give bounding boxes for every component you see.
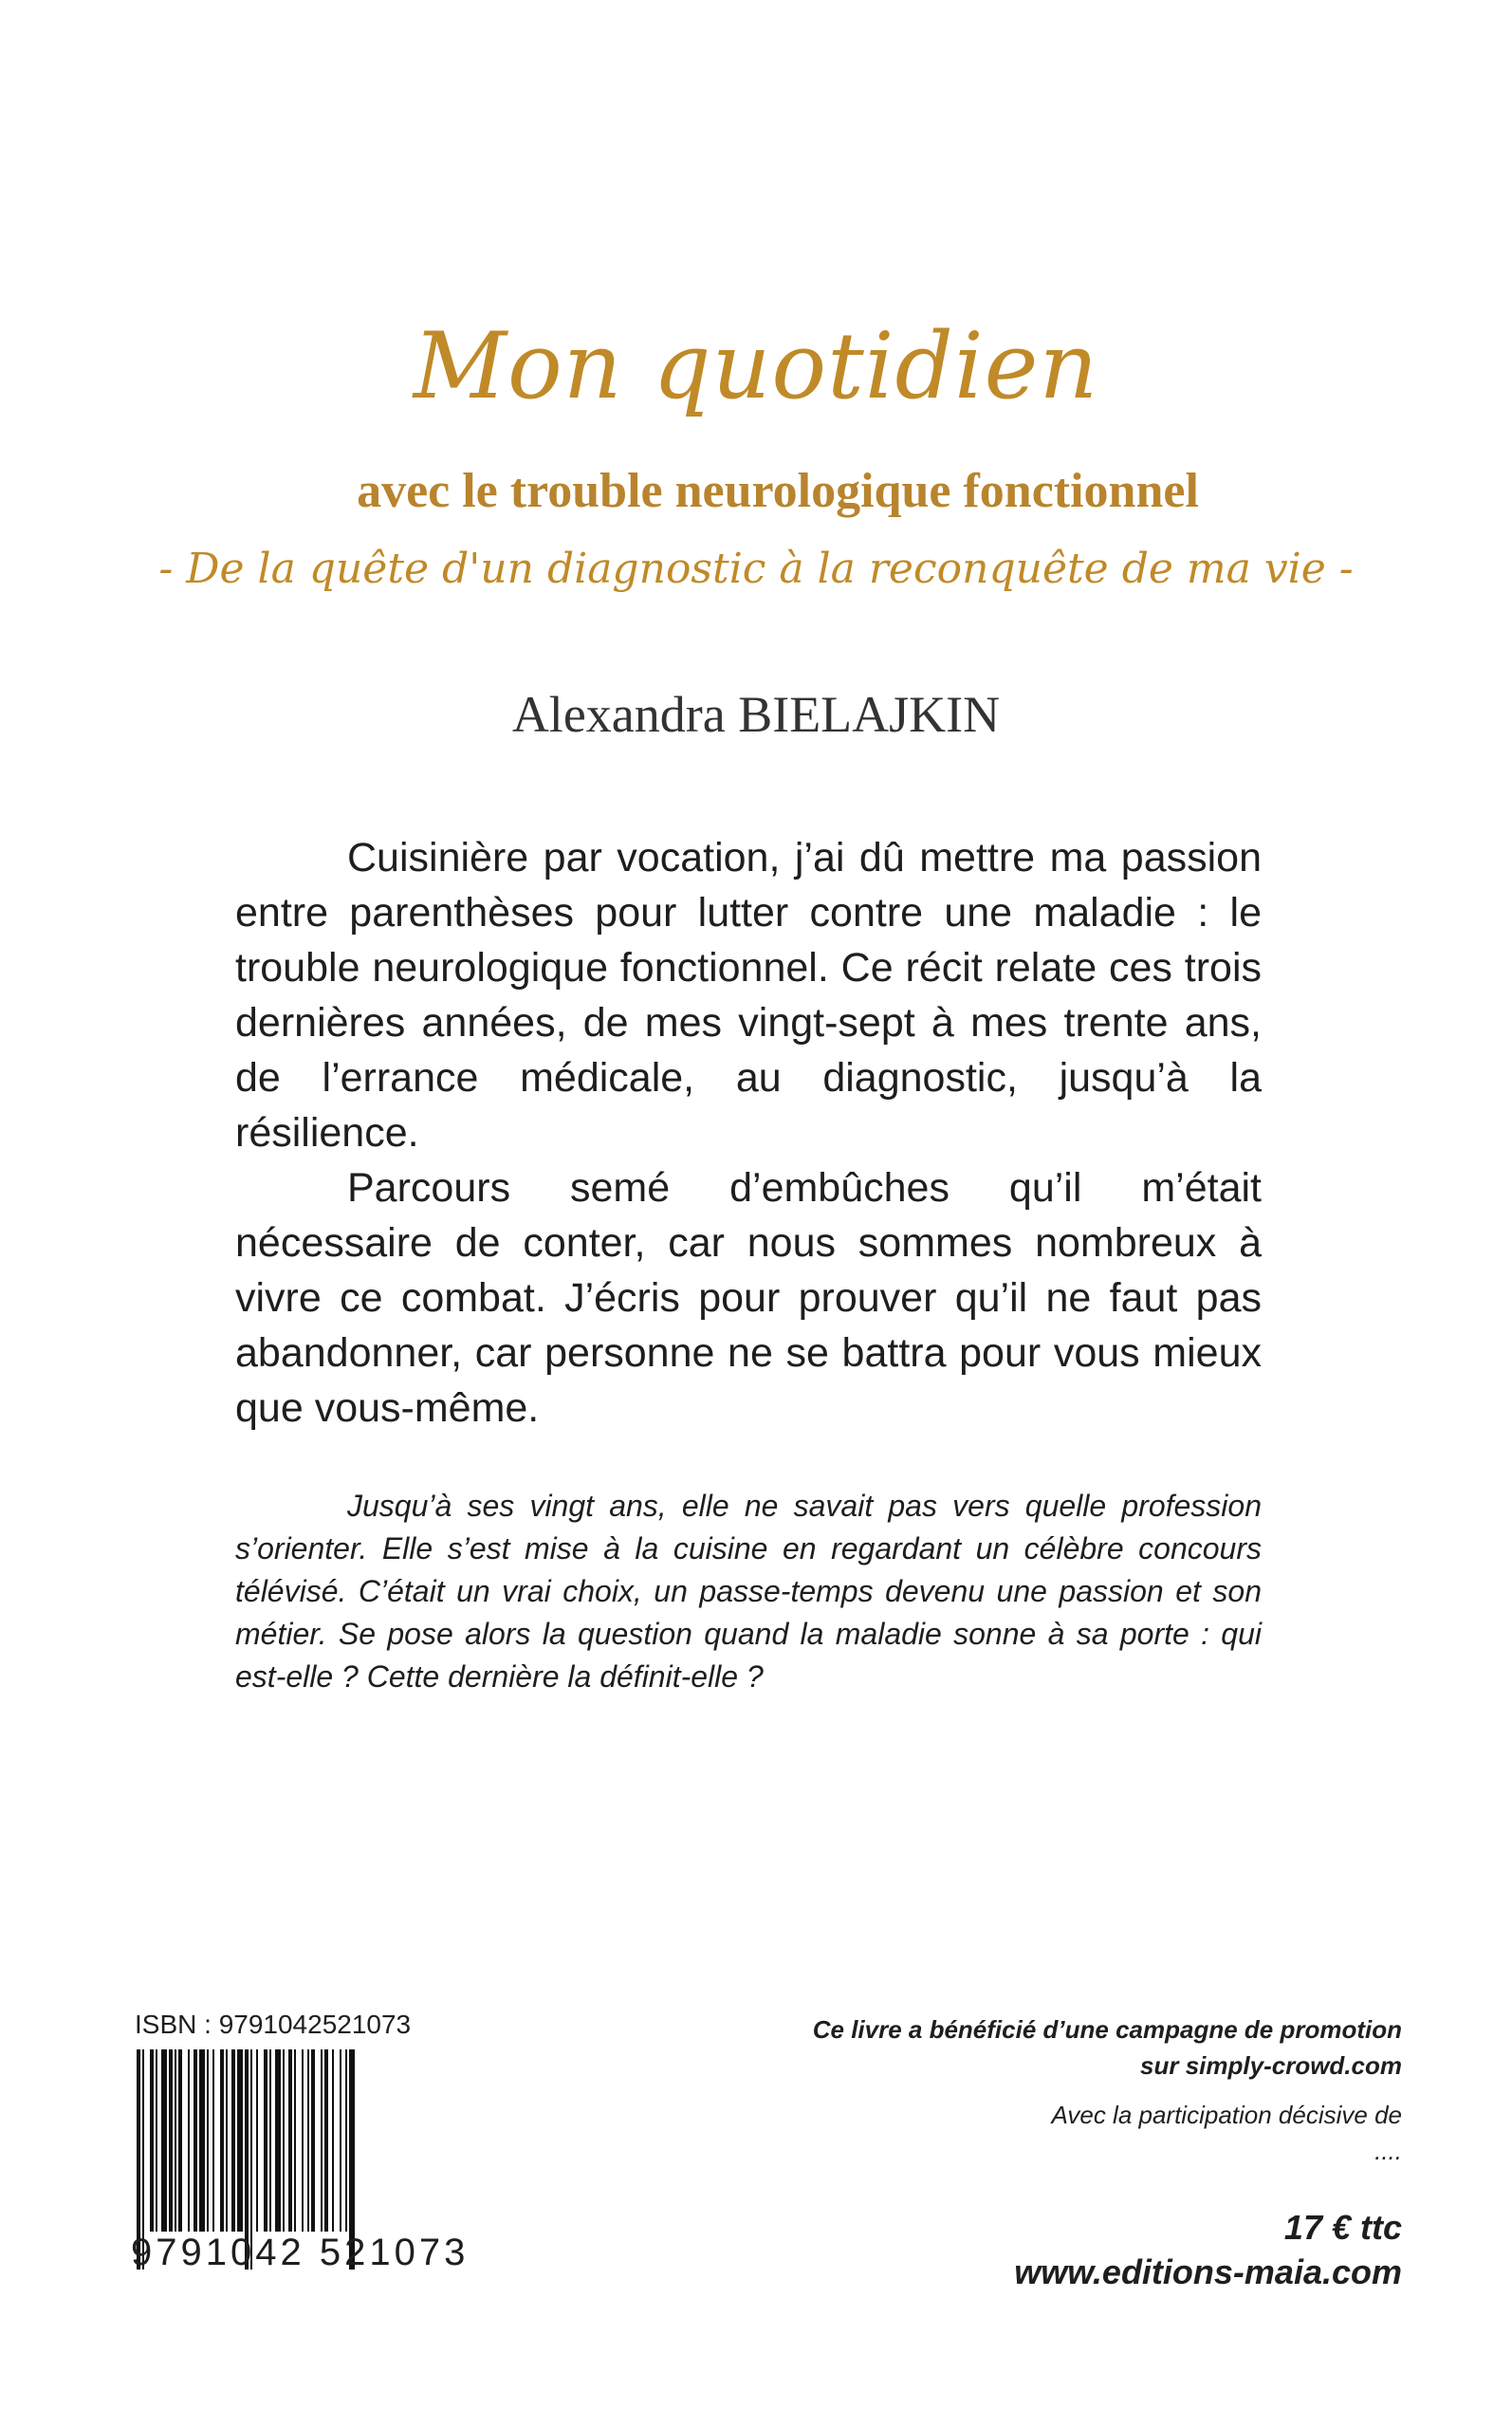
barcode-bar [188,2049,190,2232]
title-script: Mon quotidien [413,313,1099,419]
partner-line-1: Avec la participation décisive de [1051,2101,1402,2129]
barcode-digits: 9791042 521073 [131,2232,470,2273]
barcode-bar [321,2049,323,2232]
barcode-bar [332,2049,334,2232]
barcode-bar [207,2049,209,2232]
author-name: Alexandra BIELAJKIN [511,686,1001,743]
barcode-bar [340,2049,341,2232]
blurb-paragraph-1: Cuisinière par vocation, j’ai dû mettre ma passion entre parenthèses pour lutter contre une maladie : le trouble neurologique fonctionnel. Ce récit relate ces trois dernières années, de mes vingt-sept à mes trente ans, de l’errance médicale, au diagnostic, jusqu’à la résilience. [235,835,1262,1156]
blurb-paragraph-2: Parcours semé d’embûches qu’il m’était nécessaire de conter, car nous sommes nombreux à vivre ce combat. J’écris pour prouver qu’il ne faut pas abandonner, car personne ne se battra pour vous mieux que vous-même. [235,1165,1262,1431]
barcode-bar [288,2049,292,2232]
barcode-bar [178,2049,182,2232]
blurb [235,830,1262,1436]
promo-line-2: sur simply-crowd.com [1140,2051,1402,2080]
barcode-bar [237,2049,243,2232]
barcode-bar [269,2049,271,2232]
barcode-bar [302,2049,304,2232]
promo-note [738,2011,1402,2084]
barcode-bar [311,2049,315,2232]
barcode-bar [283,2049,285,2232]
subtitle: - De la quête d'un diagnostic à la reconquête de ma vie - [158,545,1354,593]
barcode-bar [161,2049,167,2232]
barcode-bar [307,2049,309,2232]
barcode-bar [345,2049,347,2232]
barcode-bar [169,2049,173,2232]
barcode-bar [220,2049,224,2232]
price: 17 € ttc [1283,2208,1402,2247]
publisher-website: www.editions-maia.com [1014,2252,1402,2291]
barcode-bar [231,2049,235,2232]
barcode-bar [175,2049,176,2232]
barcode-bar [294,2049,296,2232]
partner-note [738,2097,1402,2169]
barcode-bar [264,2049,267,2232]
barcode-bar [256,2049,258,2232]
partner-line-2: .... [1374,2137,1402,2165]
barcode-bar [199,2049,205,2232]
isbn-label: ISBN : 9791042521073 [135,2010,412,2039]
barcode-bar [212,2049,214,2232]
barcode-bar [275,2049,281,2232]
promo-line-1: Ce livre a bénéficié d’une campagne de promotion [812,2015,1402,2044]
title-subline: avec le trouble neurologique fonctionnel [357,464,1199,518]
barcode-bar [226,2049,228,2232]
barcode-bar [150,2049,154,2232]
barcode-bar [324,2049,328,2232]
barcode-bar [156,2049,157,2232]
italic-excerpt: Jusqu’à ses vingt ans, elle ne savait pas vers quelle profession s’orienter. Elle s’est mise à la cuisine en regardant un célèbre concours télévisé. C’était un vrai choix, un passe-temps devenu une passion et son métier. Se pose alors la question quand la maladie sonne à sa porte : qui est-elle ? Cette dernière la définit-elle ? [235,1489,1262,1694]
barcode-bar [194,2049,197,2232]
